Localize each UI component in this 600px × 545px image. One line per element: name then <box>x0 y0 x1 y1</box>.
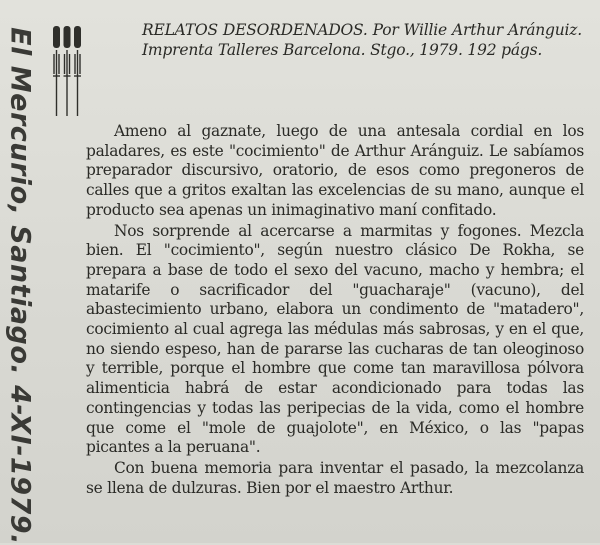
paragraph: Con buena memoria para inventar el pasado, la mezcolanza se llena de dulzuras. Bien por el maestro Arthur. <box>86 458 584 497</box>
paragraph: Nos sorprende al acercarse a marmitas y fogones. Mezcla bien. El "cocimiento", según nuestro clásico De Rokha, se prepara a base de todo el sexo del vacuno, macho y hembra; el matarife o sacrificador del "guacharaje" (vacuno), del abastecimiento urbano, elabora un condimento de "matadero", cocimiento al cual agrega las médulas más sabrosas, y en el que, no siendo espeso, han de pararse las cucharas de tan oleoginoso y terrible, porque el hombre que come tan maravillosa pólvora alimenticia habrá de estar acondicionado para todas las contingencias y todas las peripecias de la vida, como el hombre que come el "mole de guajolote", en México, o las "papas picantes a la peruana". <box>86 221 584 457</box>
review-body <box>86 122 584 498</box>
handwritten-source-text: El Mercurio, Santiago. 4-XI-1979. <box>4 27 36 545</box>
book-header: RELATOS DESORDENADOS. Por Willie Arthur Aránguiz. Imprenta Talleres Barcelona. Stgo., 1979. 192 págs. <box>142 21 582 59</box>
paragraph: Ameno al gaznate, luego de una antesala cordial en los paladares, es este "cocimiento" de Arthur Aránguiz. Le sabíamos preparador discursivo, oratorio, de esos como pregoneros de calles que a gritos exaltan las excelencias de su mano, aunque el producto sea apenas un inimaginativo maní confitado. <box>86 122 584 219</box>
cutlery-icon <box>49 24 85 120</box>
handwritten-source-note <box>2 27 38 545</box>
